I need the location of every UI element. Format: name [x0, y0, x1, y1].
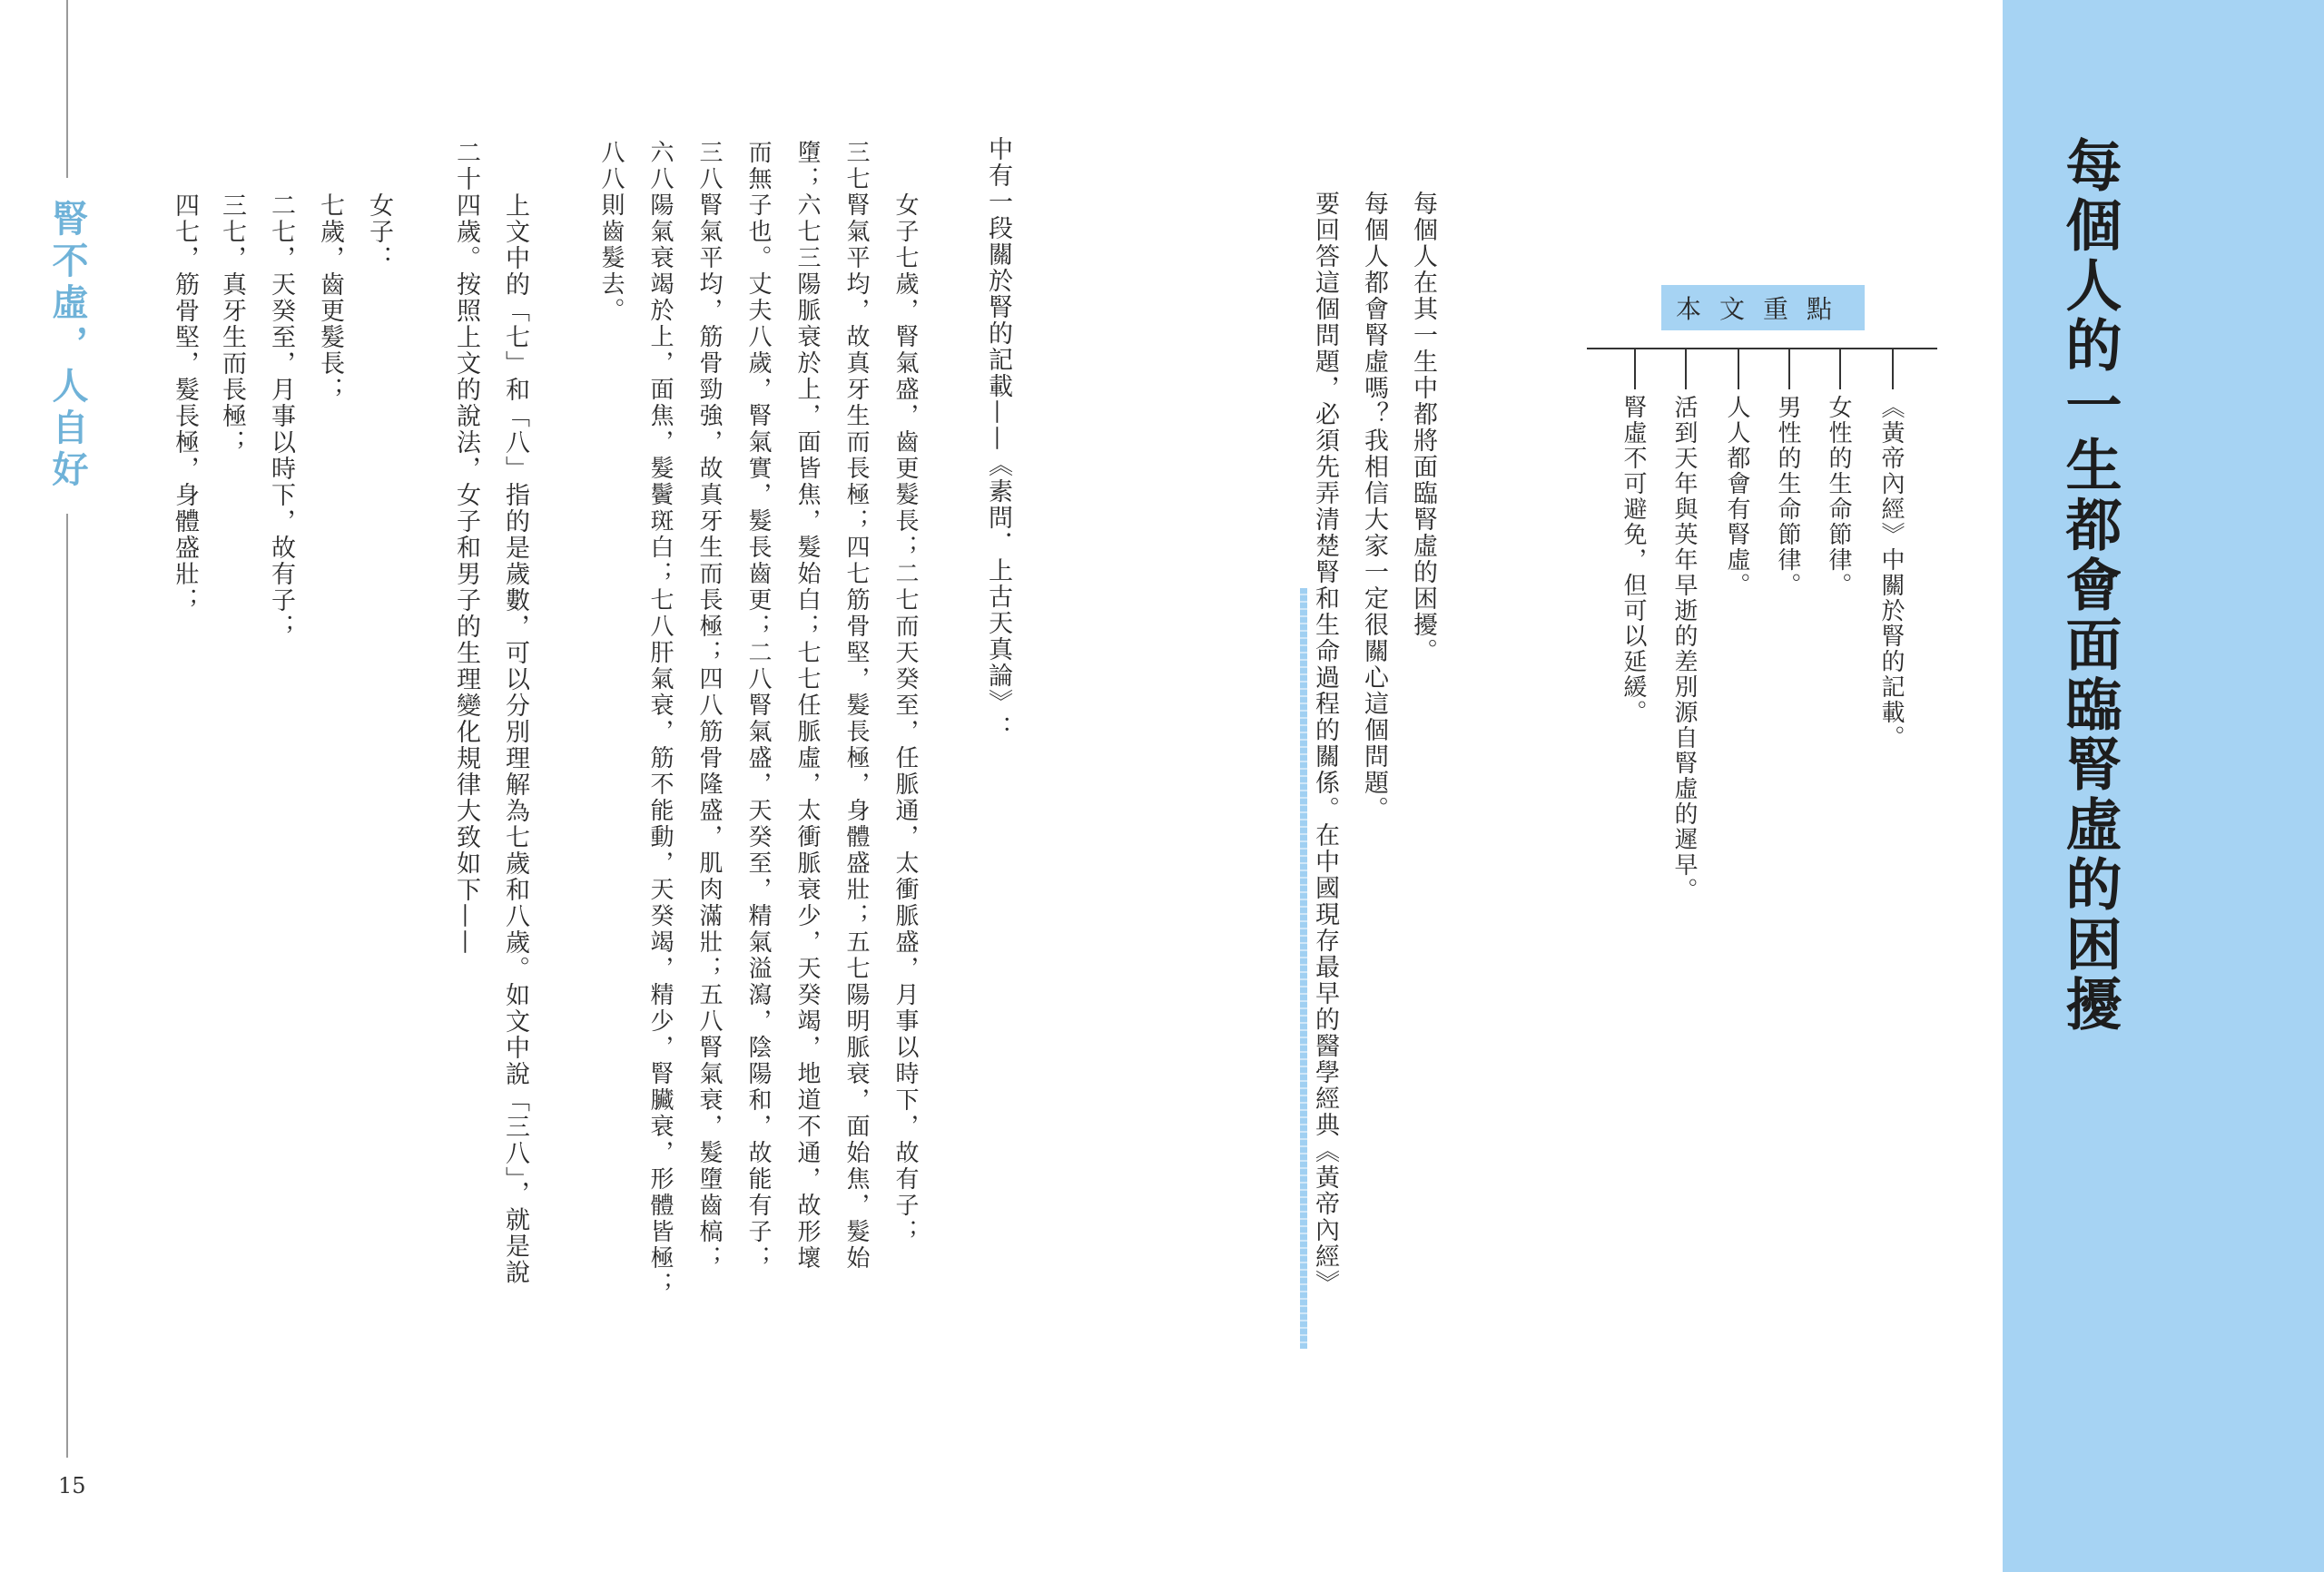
- quote-line: 八八則齒髮去。: [597, 140, 625, 324]
- key-point-tick: [1634, 348, 1636, 389]
- running-title-rule-bottom: [66, 514, 68, 1458]
- quote-line: 三八腎氣平均，筋骨勁強，故真牙生而長極；四八筋骨隆盛，肌肉滿壯；五八腎氣衰，髮墮齒槁；: [695, 140, 723, 1272]
- key-point-item: 男性的生命節律。: [1774, 395, 1801, 598]
- running-title: 腎不虛，人自好: [46, 200, 89, 492]
- female-list-heading: 女子：: [365, 192, 393, 271]
- key-point-tick: [1738, 348, 1739, 389]
- highlight-mark: [1300, 588, 1307, 1349]
- page-number: 15: [58, 1473, 86, 1498]
- key-point-item: 女性的生命節律。: [1825, 395, 1852, 598]
- right-color-band: [2003, 0, 2324, 1572]
- quote-line: 而無子也。丈夫八歲，腎氣實，髮長齒更；二八腎氣盛，天癸至，精氣溢瀉，陰陽和，故能有子；: [744, 140, 772, 1272]
- key-point-tick: [1892, 348, 1894, 389]
- key-point-item: 活到天年與英年早逝的差別源自腎虛的遲早。: [1670, 395, 1698, 903]
- female-list-item: 二七，天癸至，月事以時下，故有子；: [267, 192, 295, 640]
- key-point-item: 人人都會有腎虛。: [1723, 395, 1750, 598]
- key-point-tick: [1839, 348, 1841, 389]
- intro-paragraph: 每個人在其一生中都將面臨腎虛的困擾。: [1409, 191, 1437, 664]
- key-point-item: 《黃帝內經》中關於腎的記載。: [1877, 395, 1905, 751]
- quote-line: 三七腎氣平均，故真牙生而長極；四七筋骨堅，髮長極，身體盛壯；五七陽明脈衰，面始焦，髮始: [842, 140, 870, 1272]
- explain-paragraph: 上文中的「七」和「八」指的是歲數，可以分別理解為七歲和八歲。如文中說「三八」，就是說: [501, 192, 529, 1286]
- quote-line: 六八陽氣衰竭於上，面焦，髮鬢斑白；七八肝氣衰，筋不能動，天癸竭，精少，腎臟衰，形體皆極；: [646, 140, 674, 1298]
- quote-line: 女子七歲，腎氣盛，齒更髮長；二七而天癸至，任脈通，太衝脈盛，月事以時下，故有子；: [891, 192, 919, 1245]
- female-list-item: 四七，筋骨堅，髮長極，身體盛壯；: [171, 192, 199, 614]
- female-list-item: 三七，真牙生而長極；: [218, 192, 246, 456]
- key-point-tick: [1788, 348, 1790, 389]
- explain-paragraph: 二十四歲。按照上文的說法，女子和男子的生理變化規律大致如下——: [452, 140, 480, 956]
- quote-line: 墮；六七三陽脈衰於上，面皆焦，髮始白；七七任脈虛，太衝脈衰少，天癸竭，地道不通，故形壞: [793, 140, 821, 1272]
- intro-paragraph: 中有一段關於腎的記載——《素問．上古天真論》：: [984, 136, 1012, 742]
- intro-paragraph: 要回答這個問題，必須先弄清楚腎和生命過程的關係。在中國現存最早的醫學經典《黃帝內經》: [1311, 191, 1339, 1296]
- key-point-tick: [1685, 348, 1687, 389]
- key-points-heading: 本文重點: [1661, 285, 1865, 330]
- running-title-rule-top: [66, 0, 68, 178]
- key-points-rule: [1587, 348, 1937, 349]
- key-point-item: 腎虛不可避免，但可以延緩。: [1620, 395, 1647, 725]
- page-title: 每個人的一生都會面臨腎虛的困擾: [2056, 136, 2122, 1035]
- female-list-item: 七歲，齒更髮長；: [316, 192, 344, 403]
- intro-paragraph: 每個人都會腎虛嗎？我相信大家一定很關心這個問題。: [1360, 191, 1388, 822]
